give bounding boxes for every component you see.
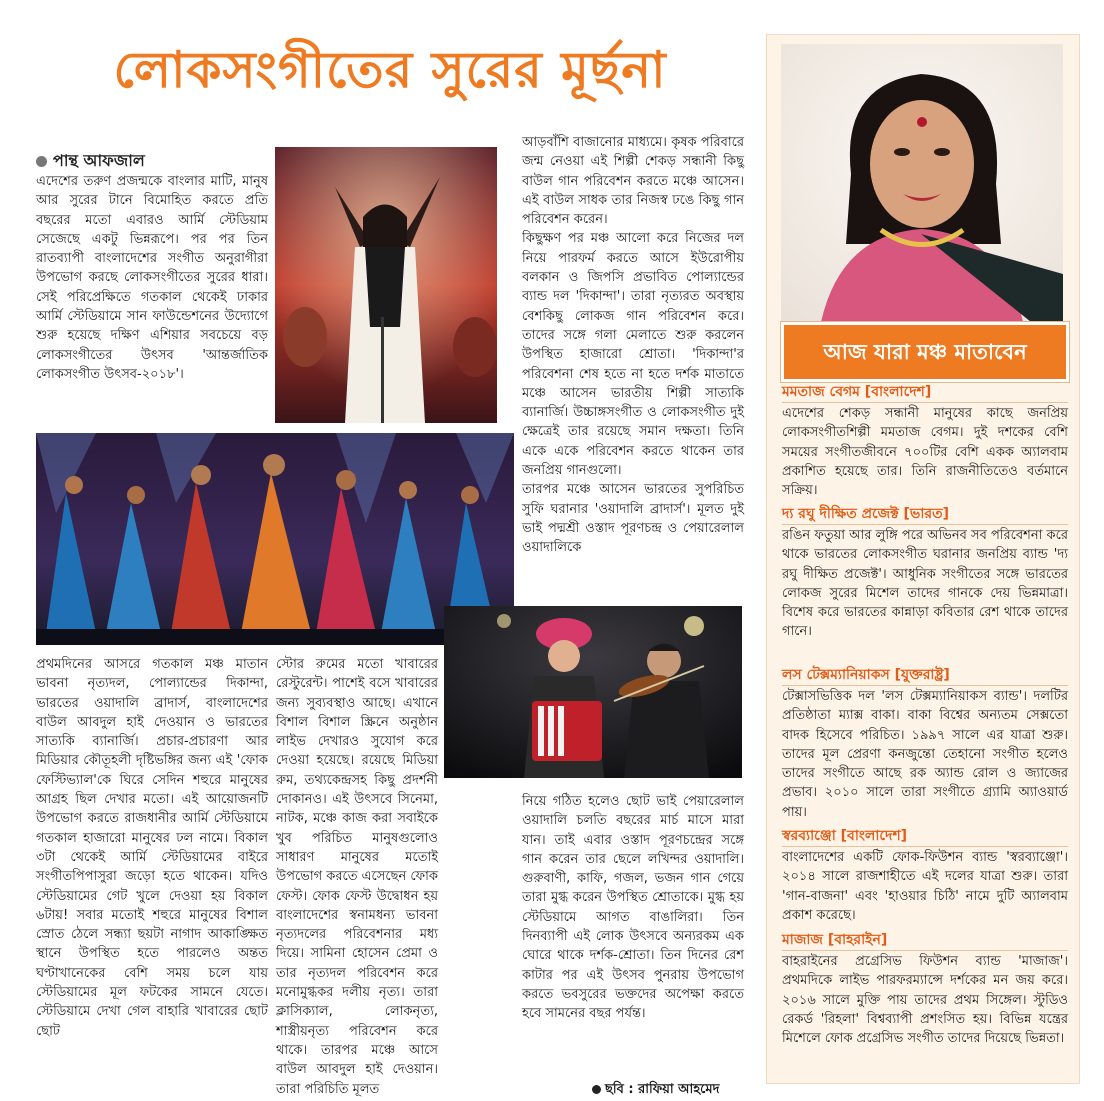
- artist-entry: [782, 665, 1068, 822]
- artist-name: মাজাজ [বাহরাইন]: [782, 930, 1068, 951]
- artist-name: স্বরব্যাঞ্জো [বাংলাদেশ]: [782, 826, 1068, 847]
- sidebar-banner: আজ যারা মঞ্চ মাতাবেন: [781, 322, 1069, 382]
- artist-entry: [782, 382, 1068, 500]
- artist-description: বাংলাদেশের একটি ফোক-ফিউশন ব্যান্ড 'স্বরব্যাঞ্জো'। ২০১৪ সালে রাজশাহীতে এই দলের যাত্রা শুরু। তারা 'গান-বাজনা' এবং 'হাওয়ার চিঠি' নামে দুটি অ্যালবাম প্রকাশ করেছে।: [782, 850, 1068, 923]
- photo-momtaz-begum: [781, 44, 1063, 322]
- photo-dance-troupe: [36, 433, 514, 645]
- article-col-1: [36, 172, 268, 384]
- artist-name: লস টেক্সম্যানিয়াকস [যুক্তরাষ্ট্র]: [782, 665, 1068, 686]
- artist-description: এদেশের শেকড় সন্ধানী মানুষের কাছে জনপ্রিয় লোকসংগীতশিল্পী মমতাজ বেগম। দুই দশকের বেশি সময়ের সংগীতজীবনে ৭০০টির বেশি একক অ্যালবাম প্রকাশিত হয়েছে তার। তিনি রাজনীতিতেও বর্তমানে সক্রিয়।: [782, 406, 1068, 499]
- article-paragraph: কিছুক্ষণ পর মঞ্চ আলো করে নিজের দল নিয়ে পারফর্ম করতে আসে ইউরোপীয় বলকান ও জিপসি প্রভাবিত পোল্যান্ডের ব্যান্ড দল 'দিকান্দা'। তারা নৃত্যরত অবস্থায় বেশকিছু লোকজ গান পরিবেশন করে। তাদের সঙ্গে গলা মেলাতে শুরু করলেন উপস্থিত হাজারো শ্রোতা। 'দিকান্দা'র পরিবেশনা শেষ হতে না হতে দর্শক মাতাতে মঞ্চে আসেন ভারতীয় শিল্পী সাত্যকি ব্যানার্জি। উচ্চাঙ্গসংগীত ও লোকসংগীত দুই ক্ষেত্রেই তার রয়েছে সমান দক্ষতা। তিনি একে একে পরিবেশন করতে থাকেন তার জনপ্রিয় গানগুলো।: [522, 231, 744, 479]
- article-paragraph: এদেশের তরুণ প্রজন্মকে বাংলার মাটি, মানুষ আর সুরের টানে বিমোহিত করতে প্রতি বছরের মতো এবারও আর্মি স্টেডিয়াম সেজেছে একটু ভিন্নরূপে। পর পর তিন রাতব্যাপী বাংলাদেশের সংগীত অনুরাগীরা উপভোগ করছে লোকসংগীতের সুরের ধারা। সেই পরিপ্রেক্ষিতে গতকাল থেকেই ঢাকার আর্মি স্টেডিয়ামে সান ফাউন্ডেশনের উদ্যোগে শুরু হয়েছে দক্ষিণ এশিয়ার সবচেয়ে বড় লোকসংগীতের উৎসব 'আন্তর্জাতিক লোকসংগীত উৎসব-২০১৮'।: [36, 174, 268, 382]
- article-col-3: [522, 133, 744, 558]
- byline-author: পান্থ আফজাল: [53, 151, 145, 170]
- bullet-icon: [592, 1085, 601, 1094]
- article-bottom-col-2: [276, 655, 438, 1099]
- artist-entry: [782, 930, 1068, 1048]
- article-bottom-col-1: [36, 655, 268, 1041]
- artist-name: মমতাজ বেগম [বাংলাদেশ]: [782, 382, 1068, 403]
- artist-description: রঙিন ফতুয়া আর লুঙ্গি পরে অভিনব সব পরিবেশনা করে থাকে ভারতের লোকসংগীত ঘরানার জনপ্রিয় ব্যান্ড 'দ্য রঘু দীক্ষিত প্রজেক্ট'। আধুনিক সংগীতের সঙ্গে ভারতের লোকজ সুরের মিশেল তাদের গানকে দেয় ভিন্নমাত্রা। বিশেষ করে ভারতের কান্নাড়া কবিতার রেশ থাকে তাদের গানে।: [782, 528, 1068, 640]
- article-paragraph: আড়বাঁশি বাজানোর মাধ্যমে। কৃষক পরিবারে জন্ম নেওয়া এই শিল্পী শেকড় সন্ধানী কিছু বাউল গান পরিবেশন করতে মঞ্চে আসেন। এই বাউল সাধক তার নিজস্ব ঢঙে কিছু গান পরিবেশন করেন।: [522, 135, 744, 228]
- artist-name: দ্য রঘু দীক্ষিত প্রজেক্ট [ভারত]: [782, 504, 1068, 525]
- article-paragraph: প্রথমদিনের আসরে গতকাল মঞ্চ মাতান ভাবনা নৃত্যদল, পোল্যান্ডের দিকান্দা, ভারতের ওয়াদালি ব্রাদার্স, বাংলাদেশের বাউল আবদুল হাই দেওয়ান ও ভারতের সাত্যকি ব্যানার্জি। প্রচার-প্রচারণা আর মিডিয়ার কৌতূহলী দৃষ্টিভঙ্গির জন্য এই 'ফোক ফেস্টিভ্যাল'কে ঘিরে সেদিন শহুরে মানুষের আগ্রহ ছিল দেখার মতো। এই আয়োজনটি উপভোগ করতে রাজধানীর আর্মি স্টেডিয়ামে গতকাল হাজারো মানুষের ঢল নামে। বিকাল ৩টা থেকেই আর্মি স্টেডিয়ামের বাইরে সংগীতপিপাসুরা জড়ো হতে থাকেন। যদিও স্টেডিয়ামের গেট খুলে দেওয়া হয় বিকাল ৬টায়! সবার মতোই শহুরে মানুষের বিশাল স্রোত ঠেলে সন্ধ্যা ছয়টা নাগাদ আকাঙ্ক্ষিত স্থানে উপস্থিত হতে পারলেও অন্তত ঘণ্টাখানেকের বেশি সময় চলে যায় স্টেডিয়ামের মূল ফটকের সামনে যেতে। স্টেডিয়ামে দেখা গেল বাহারি খাবারের ছোট ছোট: [36, 657, 268, 1039]
- artist-description: বাহরাইনের প্রগ্রেসিভ ফিউশন ব্যান্ড 'মাজাজ'। প্রথমদিকে লাইভ পারফরম্যান্সে দর্শকের মন জয় করে। ২০১৬ সালে মুক্তি পায় তাদের প্রথম সিঙ্গেল। স্টুডিও রেকর্ড 'রিহলা' বিশ্বব্যাপী প্রশংসিত হয়। বিভিন্ন যন্ত্রের মিশেলে ফোক প্রগ্রেসিভ সংগীত তাদের দিয়েছে ভিন্নতা।: [782, 954, 1068, 1047]
- bullet-icon: [36, 156, 47, 167]
- photo-baul-singer: [275, 147, 497, 423]
- photo-accordion-violin: [444, 606, 742, 778]
- headline: লোকসংগীতের সুরের মূর্ছনা: [113, 41, 667, 99]
- artist-description: টেক্সাসভিত্তিক দল 'লস টেক্সম্যানিয়াকস ব্যান্ড'। দলটির প্রতিষ্ঠাতা ম্যাক্স বাকা। বাকা বিশ্বের অন্যতম সেক্সতো বাদক হিসেবে পরিচিত। ১৯৯৭ সালে এর যাত্রা শুরু। তাদের মূল প্রেরণা কনজুন্তো তেহানো সংগীত হলেও তাদের সংগীতে আছে রক অ্যান্ড রোল ও জ্যাজের প্রভাব। ২০১০ সালে তারা সংগীতে গ্র্যামি অ্যাওয়ার্ড পায়।: [782, 689, 1068, 820]
- artist-entry: [782, 826, 1068, 925]
- article-bottom-col-3: [522, 792, 744, 1024]
- artist-entry: [782, 504, 1068, 642]
- article-paragraph: নিয়ে গঠিত হলেও ছোট ভাই পেয়ারেলাল ওয়াদালি চলতি বছরের মার্চ মাসে মারা যান। তাই এবার ওস্তাদ পূরণচন্দ্রের সঙ্গে গান করেন তার ছেলে লখিন্দর ওয়াদালি। গুরুবাণী, কাফি, গজল, ভজন গান গেয়ে তারা মুগ্ধ করেন উপস্থিত শ্রোতাকে। মুগ্ধ হয় স্টেডিয়ামে আগত বাঙালিরা। তিন দিনব্যাপী এই লোক উৎসবে অন্যরকম এক ঘোরে থাকে দর্শক-শ্রোতা। তিন দিনের রেশ কাটার পর এই উৎসব পুনরায় উপভোগ করতে ভবসুরের ভক্তদের অপেক্ষা করতে হবে সামনের বছর পর্যন্ত।: [522, 794, 744, 1022]
- article-paragraph: স্টোর রুমের মতো খাবারের রেস্টুরেন্ট। পাশেই বসে খাবারের জন্য সুব্যবস্থাও আছে। এখানে বিশাল বিশাল স্ক্রিনে অনুষ্ঠান লাইভ দেখারও সুযোগ করে দেওয়া হয়েছে। রয়েছে মিডিয়া রুম, তথ্যকেন্দ্রসহ কিছু প্রদর্শনী দোকানও। এই উৎসবে সিনেমা, নাটক, মঞ্চে কাজ করা সবাইকে খুব পরিচিত মানুষগুলোও সাধারণ মানুষের মতোই উপভোগ করতে এসেছেন ফোক ফেস্ট। ফোক ফেস্ট উদ্বোধন হয় বাংলাদেশের স্বনামধন্য ভাবনা নৃত্যদলের পরিবেশনার মধ্য দিয়ে। সামিনা হোসেন প্রেমা ও তার নৃত্যদল পরিবেশন করে মনোমুগ্ধকর দলীয় নৃত্য। তারা ক্লাসিক্যাল, লোকনৃত্য, শাস্ত্রীয়নৃত্য পরিবেশন করে থাকে। তারপর মঞ্চে আসে বাউল আবদুল হাই দেওয়ান। তারা পরিচিতি মূলত: [276, 657, 438, 1097]
- byline: [36, 148, 145, 175]
- article-paragraph: তারপর মঞ্চে আসেন ভারতের সুপরিচিত সুফি ঘরানার 'ওয়াদালি ব্রাদার্স'। মূলত দুই ভাই পদ্মশ্রী ওস্তাদ পূরণচন্দ্র ও পেয়ারেলাল ওয়াদালিকে: [522, 482, 744, 556]
- photo-credit-text: ছবি : রাফিয়া আহমেদ: [605, 1082, 720, 1097]
